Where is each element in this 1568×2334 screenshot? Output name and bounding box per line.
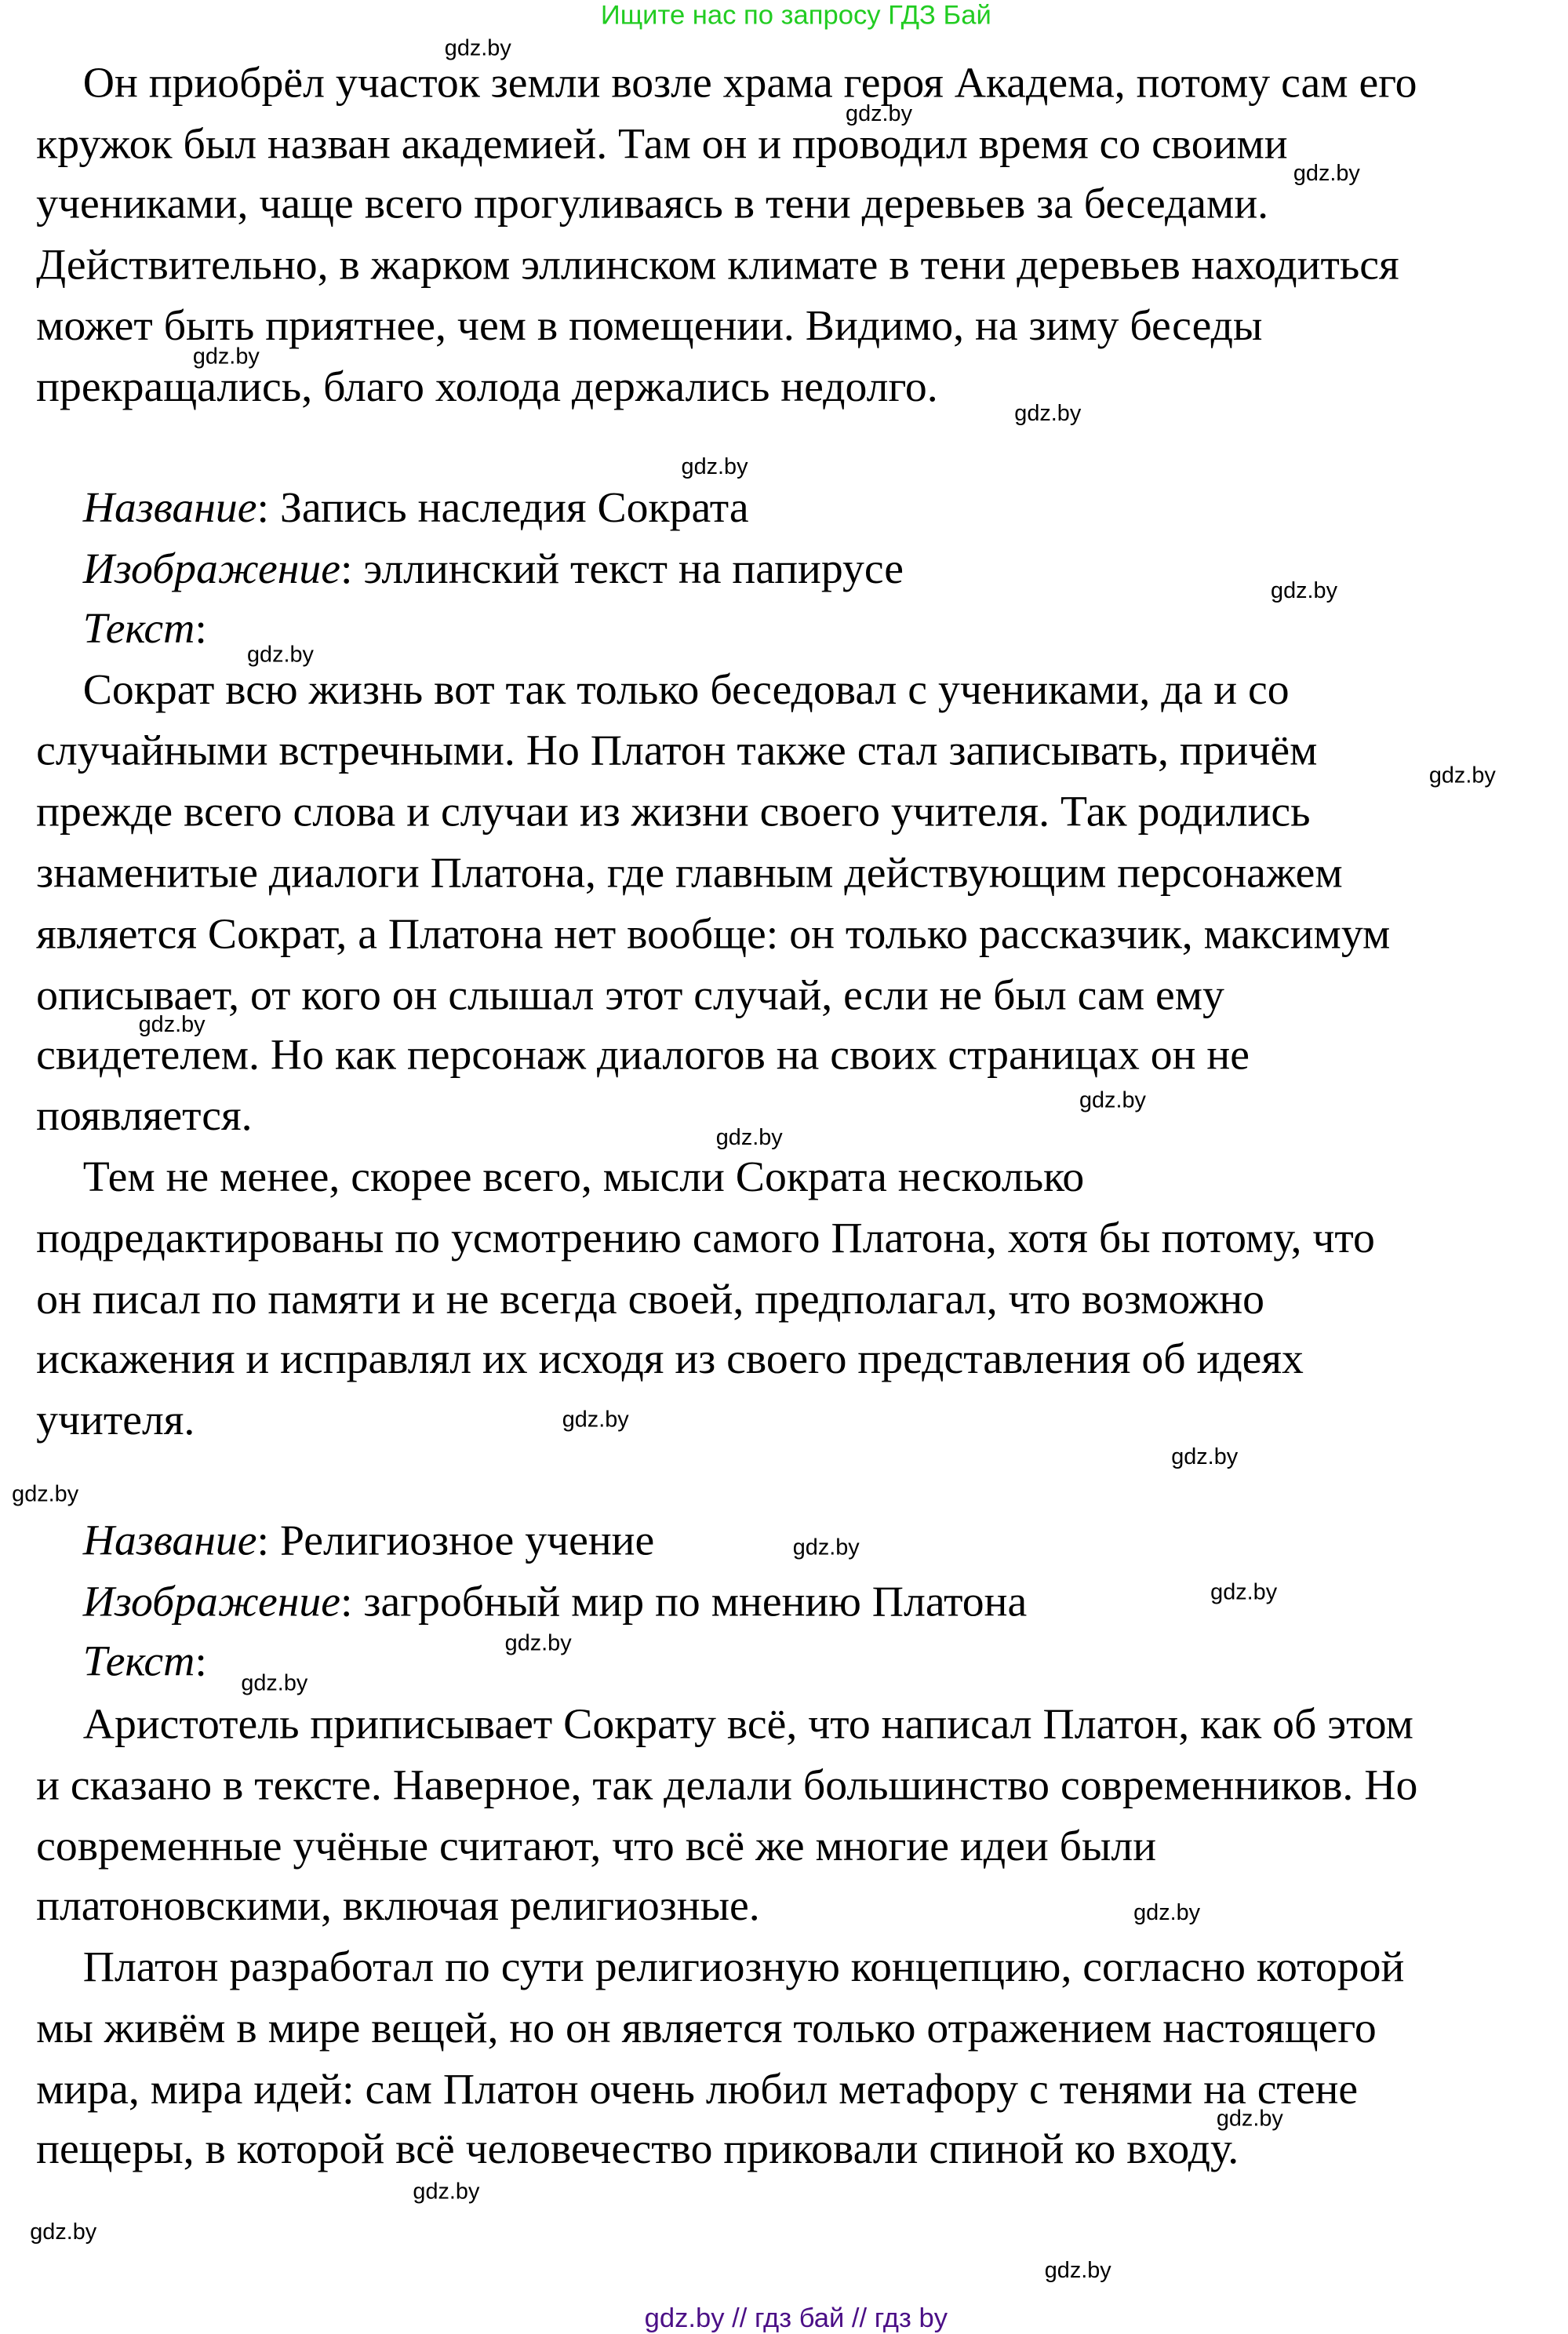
watermark: gdz.by bbox=[1045, 2259, 1111, 2285]
watermark: gdz.by bbox=[413, 2179, 479, 2206]
paragraph-line: является Сократ, а Платона нет вообще: он только рассказчик, максимум bbox=[36, 909, 1390, 960]
image-value: : загробный мир по мнению Платона bbox=[340, 1578, 1027, 1626]
watermark: gdz.by bbox=[846, 101, 912, 128]
paragraph-line: Сократ всю жизнь вот так только беседовал с учениками, да и со bbox=[83, 665, 1290, 715]
image-value: : эллинский текст на папирусе bbox=[340, 545, 904, 593]
paragraph-line: учениками, чаще всего прогуливаясь в тени деревьев за беседами. bbox=[36, 179, 1268, 230]
watermark: gdz.by bbox=[505, 1631, 572, 1658]
card-image-row bbox=[83, 1577, 1028, 1628]
paragraph-line: мира, мира идей: сам Платон очень любил метафору с тенями на стене bbox=[36, 2065, 1358, 2116]
paragraph-line: случайными встречными. Но Платон также стал записывать, причём bbox=[36, 726, 1317, 777]
paragraph-line: мы живём в мире вещей, но он является только отражением настоящего bbox=[36, 2004, 1377, 2055]
paragraph-line: появляется. bbox=[36, 1091, 252, 1142]
image-label: Изображение bbox=[83, 545, 340, 593]
watermark: gdz.by bbox=[1079, 1088, 1146, 1115]
paragraph-line: пещеры, в которой всё человечество приковали спиной ко входу. bbox=[36, 2125, 1239, 2176]
watermark: gdz.by bbox=[1293, 161, 1360, 188]
text-label: Текст bbox=[83, 605, 195, 653]
header-banner: Ищите нас по запросу ГДЗ Бай bbox=[0, 0, 1568, 31]
paragraph-line: знаменитые диалоги Платона, где главным действующим персонажем bbox=[36, 848, 1343, 899]
title-value: : Религиозное учение bbox=[257, 1517, 655, 1565]
paragraph-line: Тем не менее, скорее всего, мысли Сократа несколько bbox=[83, 1152, 1085, 1203]
watermark: gdz.by bbox=[1171, 1444, 1238, 1471]
title-label: Название bbox=[83, 485, 257, 533]
title-label: Название bbox=[83, 1517, 257, 1565]
watermark: gdz.by bbox=[682, 455, 748, 482]
watermark: gdz.by bbox=[1133, 1901, 1200, 1928]
watermark: gdz.by bbox=[716, 1126, 783, 1152]
paragraph-line: описывает, от кого он слышал этот случай, если не был сам ему bbox=[36, 970, 1224, 1021]
paragraph-line: учителя. bbox=[36, 1395, 195, 1446]
paragraph-line: он писал по памяти и не всегда своей, предполагал, что возможно bbox=[36, 1275, 1264, 1326]
paragraph-line: современные учёные считают, что всё же многие идеи были bbox=[36, 1822, 1156, 1873]
paragraph-line: подредактированы по усмотрению самого Платона, хотя бы потому, что bbox=[36, 1214, 1375, 1265]
watermark: gdz.by bbox=[793, 1535, 860, 1562]
paragraph-line: прекращались, благо холода держались недолго. bbox=[36, 362, 938, 413]
colon: : bbox=[195, 605, 206, 653]
image-label: Изображение bbox=[83, 1578, 340, 1626]
card-image-row bbox=[83, 544, 904, 595]
card-text-row bbox=[83, 1637, 207, 1688]
watermark: gdz.by bbox=[1429, 763, 1496, 790]
paragraph-line: кружок был назван академией. Там он и проводил время со своими bbox=[36, 119, 1287, 170]
watermark: gdz.by bbox=[1217, 2106, 1283, 2133]
watermark: gdz.by bbox=[139, 1012, 206, 1039]
card-title-row bbox=[83, 1516, 655, 1567]
watermark: gdz.by bbox=[1271, 578, 1337, 605]
paragraph-line: искажения и исправлял их исходя из своего представления об идеях bbox=[36, 1334, 1304, 1385]
title-value: : Запись наследия Сократа bbox=[257, 485, 749, 533]
text-label: Текст bbox=[83, 1638, 195, 1686]
watermark: gdz.by bbox=[241, 1671, 307, 1698]
paragraph-line: может быть приятнее, чем в помещении. Видимо, на зиму беседы bbox=[36, 301, 1262, 352]
paragraph-line: платоновскими, включая религиозные. bbox=[36, 1881, 760, 1932]
card-title-row bbox=[83, 483, 749, 534]
watermark: gdz.by bbox=[1210, 1580, 1277, 1607]
paragraph-line: Он приобрёл участок земли возле храма героя Академа, потому сам его bbox=[83, 58, 1417, 109]
paragraph-line: и сказано в тексте. Наверное, так делали большинство современников. Но bbox=[36, 1761, 1417, 1811]
paragraph-line: Аристотель приписывает Сократу всё, что написал Платон, как об этом bbox=[83, 1699, 1413, 1750]
paragraph-line: прежде всего слова и случаи из жизни своего учителя. Так родились bbox=[36, 787, 1310, 838]
paragraph-line: свидетелем. Но как персонаж диалогов на своих страницах он не bbox=[36, 1030, 1250, 1081]
card-text-row bbox=[83, 604, 207, 655]
watermark: gdz.by bbox=[445, 36, 511, 63]
watermark: gdz.by bbox=[247, 643, 314, 669]
watermark: gdz.by bbox=[12, 1482, 78, 1509]
watermark: gdz.by bbox=[562, 1407, 629, 1434]
watermark: gdz.by bbox=[1014, 401, 1081, 428]
colon: : bbox=[195, 1638, 206, 1686]
paragraph-line: Действительно, в жарком эллинском климате в тени деревьев находиться bbox=[36, 240, 1399, 291]
watermark: gdz.by bbox=[193, 344, 260, 371]
paragraph-line: Платон разработал по сути религиозную концепцию, согласно которой bbox=[83, 1943, 1405, 1994]
footer-links[interactable]: gdz.by // гдз бай // гдз by bbox=[0, 2303, 1568, 2334]
watermark: gdz.by bbox=[30, 2219, 96, 2246]
